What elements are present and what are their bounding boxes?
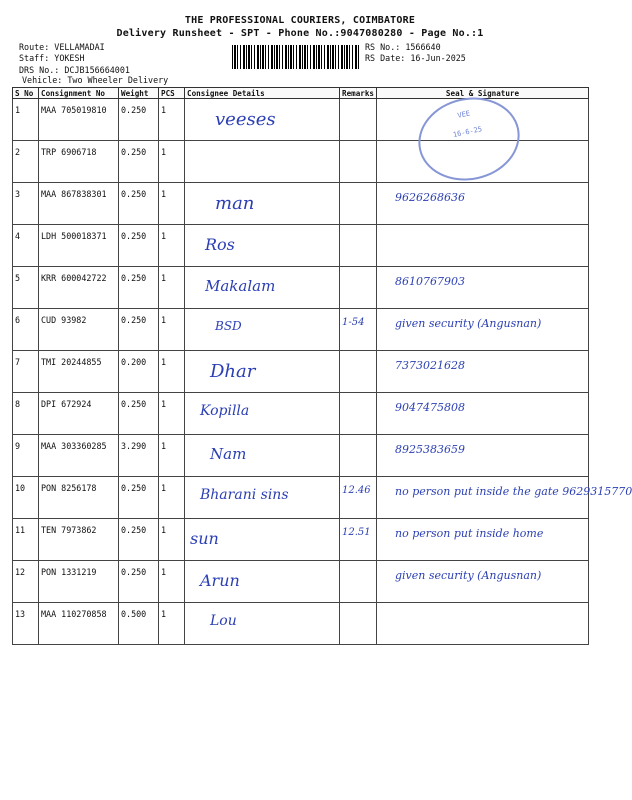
col-consignee: Consignee Details (185, 88, 340, 99)
row-consignment-no: PON 1331219 (39, 561, 119, 603)
row-signature (377, 183, 589, 225)
handwritten-name: Lou (210, 613, 237, 629)
row-remarks (340, 351, 377, 393)
row-remarks (340, 267, 377, 309)
row-signature (377, 603, 589, 645)
handwritten-name: Ros (205, 235, 235, 254)
stamp-date: 16-6-25 (452, 125, 483, 140)
row-remarks (340, 393, 377, 435)
row-remarks (340, 603, 377, 645)
handwritten-name: Dhar (210, 361, 256, 382)
row-remarks (340, 99, 377, 141)
row-pcs: 1 (159, 519, 185, 561)
handwritten-signature: no person put inside the gate 9629315770 (395, 485, 632, 498)
row-consignee-details (185, 267, 340, 309)
handwritten-name: Nam (210, 445, 247, 463)
row-pcs: 1 (159, 603, 185, 645)
row-pcs: 1 (159, 267, 185, 309)
table-row (13, 183, 589, 225)
row-pcs: 1 (159, 393, 185, 435)
handwritten-remark: 12.46 (342, 485, 371, 496)
row-sno: 5 (13, 267, 39, 309)
handwritten-signature: 7373021628 (395, 359, 465, 372)
row-remarks (340, 561, 377, 603)
row-signature (377, 477, 632, 519)
handwritten-name: BSD (215, 319, 242, 333)
rs-number: RS No.: 1566640 (365, 42, 441, 52)
handwritten-signature: no person put inside home (395, 527, 544, 540)
col-pcs: PCS (159, 88, 185, 99)
row-sno: 7 (13, 351, 39, 393)
row-pcs: 1 (159, 183, 185, 225)
row-pcs: 1 (159, 477, 185, 519)
row-remarks (340, 435, 377, 477)
row-sno: 11 (13, 519, 39, 561)
row-sno: 2 (13, 141, 39, 183)
row-weight: 0.250 (119, 225, 159, 267)
row-sno: 13 (13, 603, 39, 645)
col-signature: Seal & Signature (377, 88, 589, 99)
row-remarks (340, 225, 377, 267)
row-signature (377, 519, 589, 561)
row-remarks (340, 141, 377, 183)
handwritten-signature: 9047475808 (395, 401, 465, 414)
table-row (13, 393, 589, 435)
rs-date: RS Date: 16-Jun-2025 (365, 53, 466, 63)
col-remarks: Remarks (340, 88, 377, 99)
row-consignment-no: DPI 672924 (39, 393, 119, 435)
runsheet-subtitle: Delivery Runsheet - SPT - Phone No.:9047080280 - Page No.:1 (116, 28, 484, 39)
row-sno: 8 (13, 393, 39, 435)
row-consignment-no: MAA 705019810 (39, 99, 119, 141)
row-weight: 0.250 (119, 393, 159, 435)
table-row (13, 309, 589, 351)
col-sno: S No (13, 88, 39, 99)
row-consignee-details (185, 225, 340, 267)
table-header-row (13, 88, 589, 99)
row-pcs: 1 (159, 351, 185, 393)
row-consignee-details (185, 435, 340, 477)
row-consignee-details (185, 309, 340, 351)
col-weight: Weight (119, 88, 159, 99)
handwritten-name: Bharani sins (200, 487, 289, 503)
row-consignment-no: TEN 7973862 (39, 519, 119, 561)
row-sno: 3 (13, 183, 39, 225)
row-consignee-details (185, 99, 340, 141)
row-remarks (340, 183, 377, 225)
row-weight: 0.250 (119, 99, 159, 141)
table-row (13, 477, 589, 519)
handwritten-name: veeses (215, 109, 276, 130)
row-consignment-no: CUD 93982 (39, 309, 119, 351)
row-consignee-details (185, 393, 340, 435)
runsheet-table (12, 87, 632, 645)
row-consignee-details (185, 561, 340, 603)
handwritten-remark: 1-54 (342, 317, 365, 328)
row-weight: 0.200 (119, 351, 159, 393)
row-weight: 0.250 (119, 561, 159, 603)
row-weight: 0.250 (119, 183, 159, 225)
staff-label: Staff: YOKESH (19, 53, 85, 63)
row-weight: 0.250 (119, 267, 159, 309)
row-consignment-no: TRP 6906718 (39, 141, 119, 183)
row-pcs: 1 (159, 561, 185, 603)
row-consignment-no: MAA 867838301 (39, 183, 119, 225)
row-weight: 0.500 (119, 603, 159, 645)
row-pcs: 1 (159, 99, 185, 141)
row-weight: 0.250 (119, 309, 159, 351)
handwritten-signature: 8610767903 (395, 275, 465, 288)
table-row (13, 225, 589, 267)
row-pcs: 1 (159, 225, 185, 267)
row-signature (377, 561, 589, 603)
row-remarks (340, 519, 377, 561)
row-weight: 0.250 (119, 519, 159, 561)
col-consignment: Consignment No (39, 88, 119, 99)
handwritten-name: Arun (200, 571, 240, 590)
table-row (13, 267, 589, 309)
row-weight: 3.290 (119, 435, 159, 477)
vehicle-label: Vehicle: Two Wheeler Delivery (22, 75, 169, 85)
table-row (13, 603, 589, 645)
row-pcs: 1 (159, 309, 185, 351)
row-consignment-no: LDH 500018371 (39, 225, 119, 267)
handwritten-signature: given security (Angusnan) (395, 569, 542, 582)
row-remarks (340, 309, 377, 351)
row-signature (377, 351, 589, 393)
row-sno: 1 (13, 99, 39, 141)
row-pcs: 1 (159, 141, 185, 183)
table-row (13, 351, 589, 393)
row-sno: 12 (13, 561, 39, 603)
handwritten-name: sun (190, 529, 219, 548)
row-signature (377, 225, 589, 267)
row-remarks (340, 477, 377, 519)
table-row (13, 561, 589, 603)
row-signature (377, 267, 589, 309)
row-consignee-details (185, 603, 340, 645)
handwritten-signature: given security (Angusnan) (395, 317, 542, 330)
company-title: THE PROFESSIONAL COURIERS, COIMBATORE (184, 15, 416, 26)
row-pcs: 1 (159, 435, 185, 477)
table-row (13, 435, 589, 477)
handwritten-signature: 9626268636 (395, 191, 465, 204)
row-consignment-no: PON 8256178 (39, 477, 119, 519)
row-sno: 9 (13, 435, 39, 477)
drs-label: DRS No.: DCJB156664001 (19, 65, 130, 75)
table-row (13, 519, 589, 561)
row-consignee-details (185, 477, 340, 519)
handwritten-name: Kopilla (200, 403, 250, 419)
row-consignment-no: MAA 303360285 (39, 435, 119, 477)
row-consignment-no: KRR 600042722 (39, 267, 119, 309)
row-signature (377, 393, 589, 435)
handwritten-name: man (215, 193, 255, 214)
row-sno: 6 (13, 309, 39, 351)
row-consignment-no: MAA 110270858 (39, 603, 119, 645)
handwritten-name: Makalam (205, 277, 276, 295)
barcode-image (232, 45, 360, 69)
row-sno: 10 (13, 477, 39, 519)
stamp-text: VEE (456, 109, 471, 120)
row-consignment-no: TMI 20244855 (39, 351, 119, 393)
row-consignee-details (185, 351, 340, 393)
row-weight: 0.250 (119, 141, 159, 183)
row-signature (377, 435, 589, 477)
row-sno: 4 (13, 225, 39, 267)
row-consignee-details (185, 519, 340, 561)
row-weight: 0.250 (119, 477, 159, 519)
row-consignee-details (185, 141, 340, 183)
handwritten-signature: 8925383659 (395, 443, 465, 456)
route-label: Route: VELLAMADAI (19, 42, 105, 52)
handwritten-remark: 12.51 (342, 527, 371, 538)
row-signature (377, 309, 589, 351)
row-consignee-details (185, 183, 340, 225)
